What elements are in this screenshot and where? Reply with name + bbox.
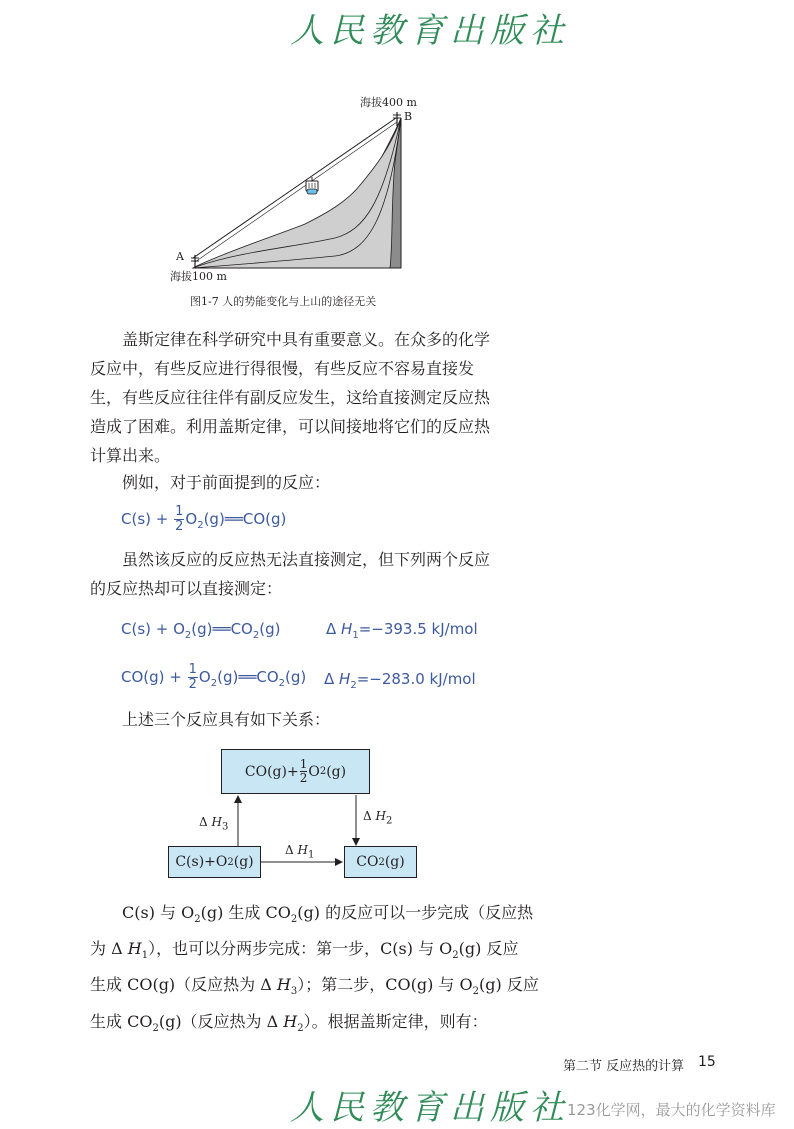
- box-text: CO(g)+: [244, 763, 299, 780]
- equation-c-to-co2: [121, 620, 280, 641]
- subscript: 2: [194, 914, 201, 926]
- delta-symbol: Δ: [285, 843, 298, 857]
- box-text: (g): [384, 854, 405, 870]
- paragraph-measurable: [90, 545, 500, 603]
- equation-c-to-co: [121, 505, 286, 534]
- text-run: C(s) 与 O: [122, 903, 195, 922]
- publisher-logo-header: 人民教育出版社: [290, 11, 570, 51]
- numerator: 1: [188, 662, 197, 677]
- publisher-logo-footer: 人民教育出版社: [290, 1088, 570, 1128]
- box-c-plus-o2: [168, 846, 261, 878]
- box-text: (g): [233, 854, 254, 870]
- equation-part: (g): [259, 620, 281, 638]
- label-dh3: [199, 815, 228, 832]
- enthalpy-dh1: [326, 620, 478, 641]
- denominator: 2: [188, 677, 197, 692]
- text-run: ），也可以分两步完成：第一步，C(s) 与 O: [148, 939, 453, 959]
- subscript: 2: [290, 914, 298, 926]
- equation-part: C(s) +: [121, 510, 174, 528]
- subscript: 1: [352, 630, 359, 641]
- equation-co-to-co2: [121, 663, 306, 692]
- subscript: 2: [319, 766, 327, 777]
- equation-part: O: [198, 668, 211, 686]
- subscript: 2: [278, 678, 286, 689]
- h-symbol: H: [276, 975, 291, 995]
- subscript: 2: [378, 856, 385, 868]
- subscript: 1: [141, 950, 149, 962]
- text-run: ）；第二步，CO(g) 与 O: [297, 975, 473, 995]
- box-text: C(s)+O: [175, 854, 228, 870]
- paragraph-example: [90, 468, 500, 497]
- paragraph-relationship: [90, 705, 500, 734]
- label-point-b: B: [404, 110, 413, 123]
- equation-part: (g)══CO: [217, 668, 279, 686]
- denominator: 2: [175, 519, 184, 534]
- subscript: 2: [197, 520, 204, 531]
- box-co-plus-half-o2: [221, 749, 370, 794]
- text-run: ）。根据盖斯定律，则有：: [303, 1011, 488, 1031]
- equation-part: CO(g) +: [121, 668, 187, 686]
- label-dh1: [285, 843, 314, 860]
- paragraph-hess-law: [90, 325, 500, 470]
- fraction-half: [300, 758, 308, 785]
- box-text: (g): [326, 763, 347, 780]
- label-dh2: [363, 809, 392, 826]
- subscript: 2: [385, 815, 393, 827]
- footer-section-title: 第二节 反应热的计算: [563, 1059, 685, 1074]
- text-run: 为 Δ: [90, 939, 128, 959]
- subscript: 2: [350, 680, 357, 691]
- subscript: 2: [210, 678, 218, 689]
- h-symbol: H: [341, 620, 353, 638]
- text-run: (g) 反应: [458, 939, 519, 959]
- subscript: 2: [184, 630, 192, 641]
- denominator: 2: [299, 771, 308, 785]
- box-text: O: [308, 763, 320, 780]
- enthalpy-value: =−283.0 kJ/mol: [356, 670, 476, 688]
- text-run: 生成 CO(g)（反应热为 Δ: [90, 975, 277, 995]
- equation-part: (g)══CO(g): [203, 510, 287, 528]
- hess-cycle-diagram: [160, 745, 430, 885]
- box-text: CO: [356, 854, 379, 870]
- fraction-half: [188, 663, 198, 692]
- delta-symbol: Δ: [326, 620, 342, 638]
- subscript: 2: [152, 1022, 159, 1034]
- site-watermark: 123化学网，最大的化学资料库: [567, 1101, 776, 1119]
- h-symbol: H: [283, 1011, 298, 1031]
- subscript: 2: [252, 630, 260, 641]
- subscript: 2: [472, 986, 479, 998]
- h-symbol: H: [339, 670, 351, 688]
- text-run: (g)（反应热为 Δ: [158, 1011, 284, 1031]
- h-symbol: H: [375, 809, 386, 823]
- label-altitude-top: 海拔400 m: [360, 96, 417, 109]
- paragraph-line: [90, 1007, 510, 1043]
- paragraph-two-steps: [90, 898, 539, 1043]
- numerator: 1: [175, 504, 184, 519]
- paragraph-text: 上述三个反应具有如下关系：: [122, 710, 331, 729]
- paragraph-text: 例如，对于前面提到的反应：: [122, 473, 331, 492]
- subscript: 2: [452, 950, 459, 962]
- paragraph-line: [90, 934, 519, 970]
- label-altitude-bottom: 海拔100 m: [170, 270, 227, 283]
- text-run: (g) 反应: [479, 975, 539, 995]
- text-run: (g) 的反应可以一步完成（反应热: [297, 903, 534, 922]
- subscript: 3: [221, 821, 229, 833]
- subscript: 2: [227, 856, 234, 868]
- text-run: 生成 CO: [90, 1011, 153, 1031]
- h-symbol: H: [297, 843, 308, 857]
- subscript: 1: [307, 849, 315, 861]
- paragraph-text: 盖斯定律在科学研究中具有重要意义。在众多的化学反应中，有些反应进行得很慢，有些反应不容易直接发生，有些反应往往伴有副反应发生，这给直接测定反应热造成了困难。利用盖斯定律，可以间接地将它们的反应热计算出来。: [90, 330, 491, 465]
- enthalpy-value: =−393.5 kJ/mol: [358, 620, 478, 638]
- paragraph-line: [90, 970, 539, 1006]
- equation-part: O: [185, 510, 198, 528]
- paragraph-line: [90, 898, 534, 934]
- mountain-illustration: [165, 92, 425, 282]
- subscript: 3: [290, 986, 298, 998]
- fraction-half: [174, 505, 184, 534]
- numerator: 1: [299, 757, 308, 771]
- h-symbol: H: [211, 815, 222, 829]
- subscript: 2: [297, 1022, 304, 1034]
- paragraph-text: 虽然该反应的反应热无法直接测定，但下列两个反应的反应热却可以直接测定：: [90, 550, 491, 598]
- equation-part: (g): [285, 668, 307, 686]
- enthalpy-dh2: [324, 670, 476, 691]
- delta-symbol: Δ: [324, 670, 340, 688]
- delta-symbol: Δ: [363, 809, 376, 823]
- h-symbol: H: [127, 939, 142, 959]
- delta-symbol: Δ: [199, 815, 212, 829]
- text-run: (g) 生成 CO: [200, 903, 291, 922]
- figure-mountain: [165, 92, 425, 282]
- figure-caption: 图1-7 人的势能变化与上山的途径无关: [190, 295, 377, 308]
- label-point-a: A: [176, 250, 184, 263]
- page-number: 15: [698, 1054, 716, 1070]
- box-co2: [344, 846, 417, 878]
- equation-part: C(s) + O: [121, 620, 185, 638]
- equation-part: (g)══CO: [191, 620, 253, 638]
